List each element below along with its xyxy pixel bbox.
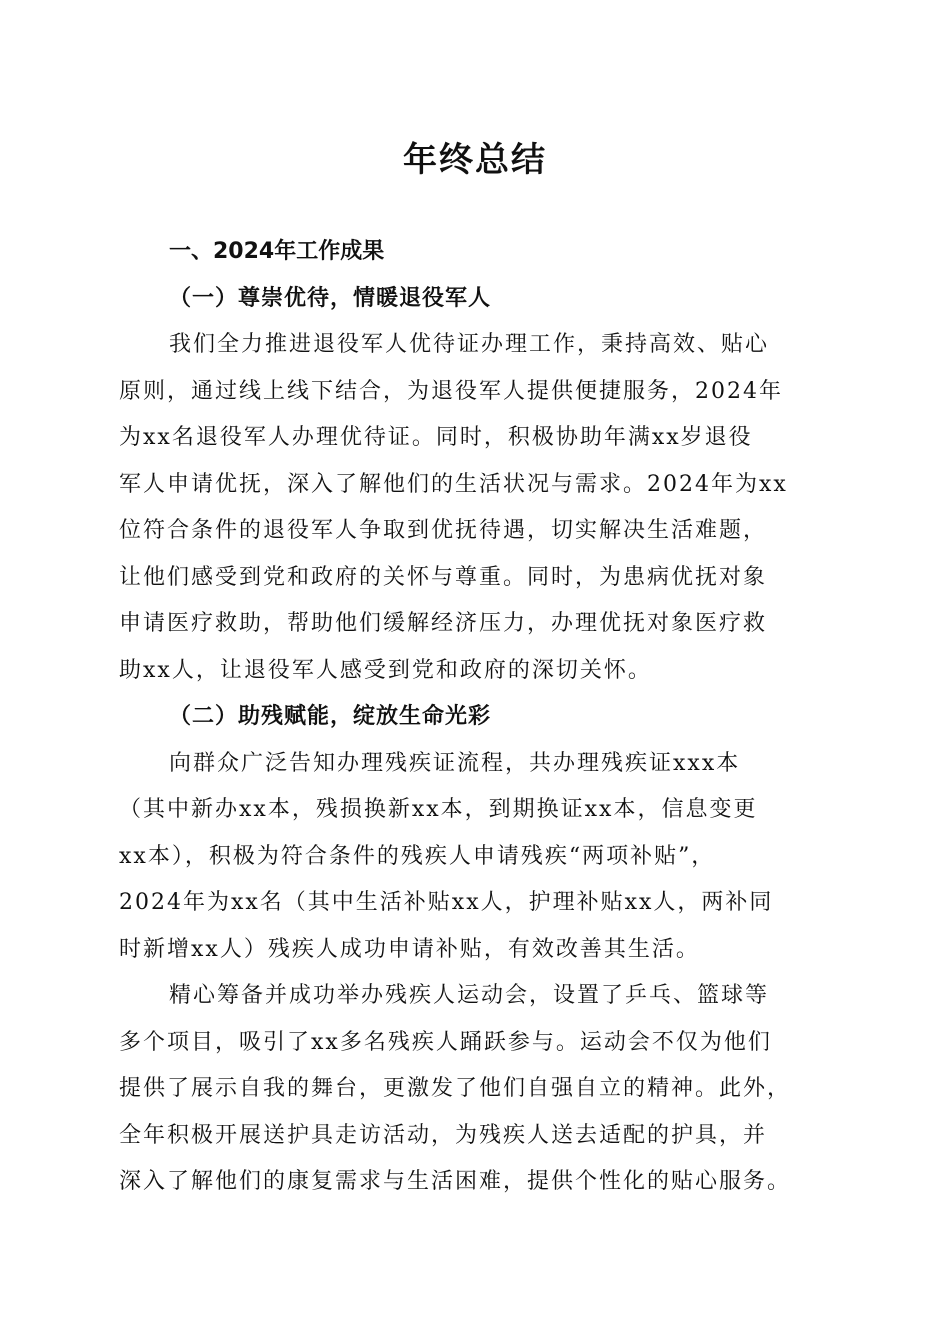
text-line: 2024年为xx名（其中生活补贴xx人，护理补贴xx人，两补同 [119,890,774,915]
text-line: 位符合条件的退役军人争取到优抚待遇，切实解决生活难题， [119,518,768,543]
text-line: 原则，通过线上线下结合，为退役军人提供便捷服务，2024年 [119,378,783,404]
paragraph-disability-sports [119,973,831,1206]
text-line: 助xx人，让退役军人感受到党和政府的深切关怀。 [119,657,652,683]
text-line: 让他们感受到党和政府的关怀与尊重。同时，为患病优抚对象 [119,564,768,590]
section-heading-achievements: 一、2024年工作成果 [169,239,385,264]
text-line: 提供了展示自我的舞台，更激发了他们自强自立的精神。此外， [119,1076,792,1101]
text-line: xx本），积极为符合条件的残疾人申请残疾“两项补贴”， [119,843,716,869]
paragraph-disability-certificates [119,741,831,974]
page-title: 年终总结 [403,140,547,180]
text-line: 深入了解他们的康复需求与生活困难，提供个性化的贴心服务。 [119,1169,792,1194]
subsection-heading-disability: （二）助残赋能，绽放生命光彩 [169,704,492,729]
text-line: 为xx名退役军人办理优待证。同时，积极协助年满xx岁退役 [119,425,753,450]
paragraph-veterans [119,322,831,694]
text-line: （其中新办xx本，残损换新xx本，到期换证xx本，信息变更 [119,797,758,822]
text-line: 时新增xx人）残疾人成功申请补贴，有效改善其生活。 [119,936,700,962]
text-line: 我们全力推进退役军人优待证办理工作，秉持高效、贴心 [169,332,770,357]
text-line: 申请医疗救助，帮助他们缓解经济压力，办理优抚对象医疗救 [119,611,768,636]
text-line: 军人申请优抚，深入了解他们的生活状况与需求。2024年为xx [119,471,788,497]
text-line: 精心筹备并成功举办残疾人运动会，设置了乒乓、篮球等 [169,983,770,1008]
subsection-heading-veterans: （一）尊崇优待，情暖退役军人 [169,285,492,311]
document-body [119,229,831,1206]
text-line: 多个项目，吸引了xx多名残疾人踊跃参与。运动会不仅为他们 [119,1029,772,1055]
text-line: 向群众广泛告知办理残疾证流程，共办理残疾证xxx本 [169,750,741,776]
text-line: 全年积极开展送护具走访活动，为残疾人送去适配的护具，并 [119,1122,768,1148]
